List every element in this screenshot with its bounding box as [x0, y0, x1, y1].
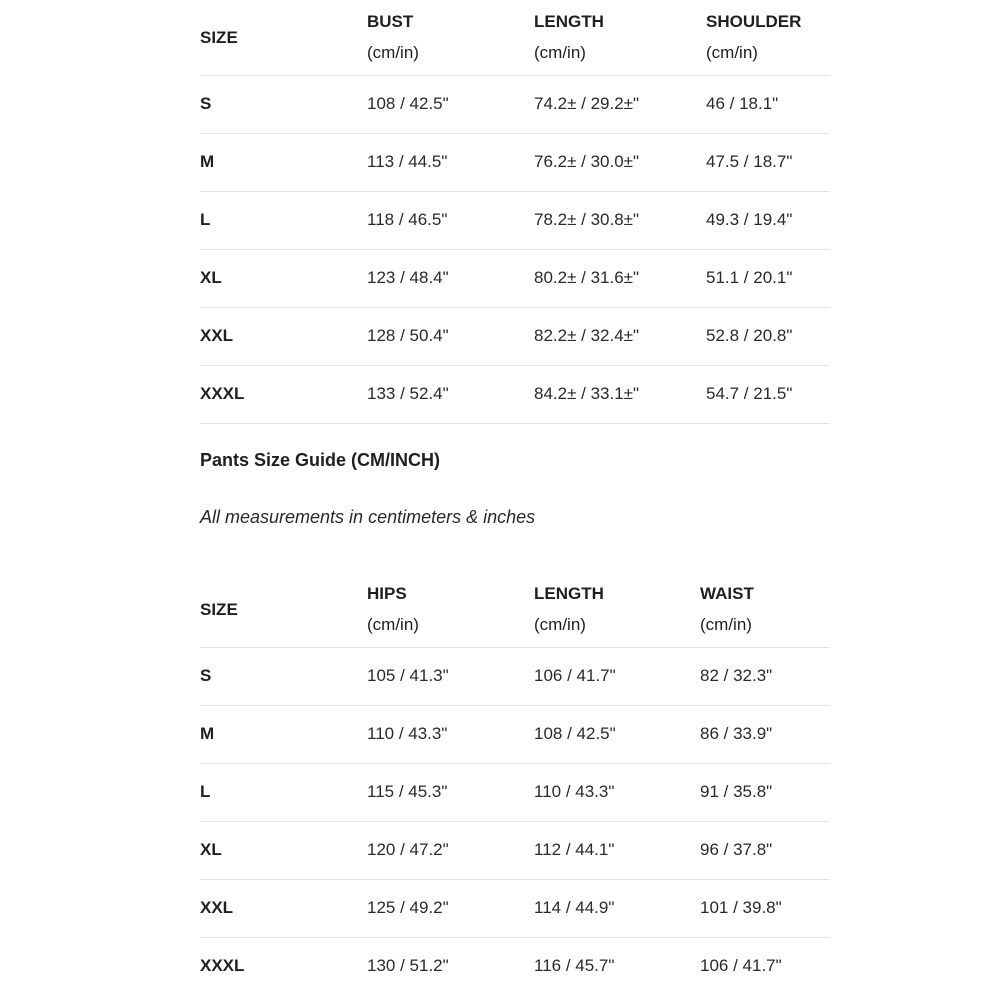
header-unit: (cm/in): [367, 615, 419, 635]
waist-cell: 101 / 39.8": [700, 898, 782, 917]
header-waist: [700, 572, 830, 647]
length-cell: 110 / 43.3": [534, 782, 615, 801]
length-cell: 78.2± / 30.8±": [534, 210, 640, 229]
length-cell: 114 / 44.9": [534, 898, 615, 917]
header-title: BUST: [367, 12, 414, 32]
length-cell: 76.2± / 30.0±": [534, 152, 640, 171]
hips-cell: 115 / 45.3": [367, 782, 448, 801]
size-cell: L: [200, 210, 211, 229]
table-row: [200, 75, 830, 133]
table-row: [200, 705, 830, 763]
size-cell: XXL: [200, 898, 234, 917]
table-header-row: [200, 0, 830, 75]
shoulder-cell: 49.3 / 19.4": [706, 210, 793, 229]
shoulder-cell: 47.5 / 18.7": [706, 152, 793, 171]
hips-cell: 105 / 41.3": [367, 666, 449, 685]
waist-cell: 106 / 41.7": [700, 956, 782, 976]
length-cell: 116 / 45.7": [534, 956, 615, 976]
header-title: LENGTH: [534, 584, 604, 604]
header-unit: (cm/in): [534, 43, 586, 63]
header-shoulder: [706, 0, 830, 75]
header-unit: (cm/in): [700, 615, 752, 635]
bust-cell: 128 / 50.4": [367, 326, 449, 345]
length-cell: 82.2± / 32.4±": [534, 326, 640, 345]
header-size: [200, 572, 367, 647]
bust-cell: 108 / 42.5": [367, 94, 449, 113]
length-cell: 74.2± / 29.2±": [534, 94, 640, 113]
hips-cell: 110 / 43.3": [367, 724, 448, 743]
header-title: WAIST: [700, 584, 754, 604]
shirt-size-table: [200, 0, 830, 424]
size-cell: XXL: [200, 326, 234, 345]
size-cell: XL: [200, 268, 222, 287]
shoulder-cell: 51.1 / 20.1": [706, 268, 793, 287]
waist-cell: 91 / 35.8": [700, 782, 773, 801]
length-cell: 80.2± / 31.6±": [534, 268, 640, 287]
length-cell: 112 / 44.1": [534, 840, 615, 859]
size-cell: M: [200, 724, 215, 743]
shoulder-cell: 52.8 / 20.8": [706, 326, 793, 345]
header-unit: (cm/in): [534, 615, 586, 635]
size-cell: S: [200, 94, 212, 113]
header-title: SHOULDER: [706, 12, 802, 32]
length-cell: 106 / 41.7": [534, 666, 616, 685]
bust-cell: 133 / 52.4": [367, 384, 449, 403]
header-hips: [367, 572, 534, 647]
table-row: [200, 249, 830, 307]
shoulder-cell: 46 / 18.1": [706, 94, 779, 113]
table-row: [200, 191, 830, 249]
table-row: [200, 937, 830, 995]
header-length: [534, 0, 706, 75]
table-header-row: [200, 572, 830, 647]
header-unit: (cm/in): [706, 43, 758, 63]
header-size: [200, 0, 367, 75]
table-row: [200, 879, 830, 937]
header-title: SIZE: [200, 27, 238, 47]
table-row: [200, 647, 830, 705]
table-row: [200, 763, 830, 821]
hips-cell: 125 / 49.2": [367, 898, 449, 917]
size-cell: XXXL: [200, 956, 245, 976]
hips-cell: 130 / 51.2": [367, 956, 449, 976]
table-row: [200, 307, 830, 365]
size-cell: L: [200, 782, 211, 801]
header-title: SIZE: [200, 599, 238, 619]
measurement-note: All measurements in centimeters & inches: [200, 507, 536, 527]
size-cell: XXXL: [200, 384, 245, 403]
header-bust: [367, 0, 534, 75]
bust-cell: 123 / 48.4": [367, 268, 449, 287]
size-cell: S: [200, 666, 212, 685]
header-title: LENGTH: [534, 12, 604, 32]
waist-cell: 86 / 33.9": [700, 724, 773, 743]
header-title: HIPS: [367, 584, 407, 604]
bust-cell: 118 / 46.5": [367, 210, 448, 229]
header-unit: (cm/in): [367, 43, 419, 63]
pants-size-table: [200, 572, 830, 995]
size-cell: XL: [200, 840, 222, 859]
bust-cell: 113 / 44.5": [367, 152, 448, 171]
table-row: [200, 821, 830, 879]
header-length: [534, 572, 700, 647]
length-cell: 84.2± / 33.1±": [534, 384, 640, 403]
table-row: [200, 133, 830, 191]
length-cell: 108 / 42.5": [534, 724, 616, 743]
hips-cell: 120 / 47.2": [367, 840, 449, 859]
size-cell: M: [200, 152, 215, 171]
waist-cell: 82 / 32.3": [700, 666, 773, 685]
waist-cell: 96 / 37.8": [700, 840, 773, 859]
table-row: [200, 365, 830, 423]
shoulder-cell: 54.7 / 21.5": [706, 384, 793, 403]
pants-size-guide-heading: Pants Size Guide (CM/INCH): [200, 450, 441, 470]
